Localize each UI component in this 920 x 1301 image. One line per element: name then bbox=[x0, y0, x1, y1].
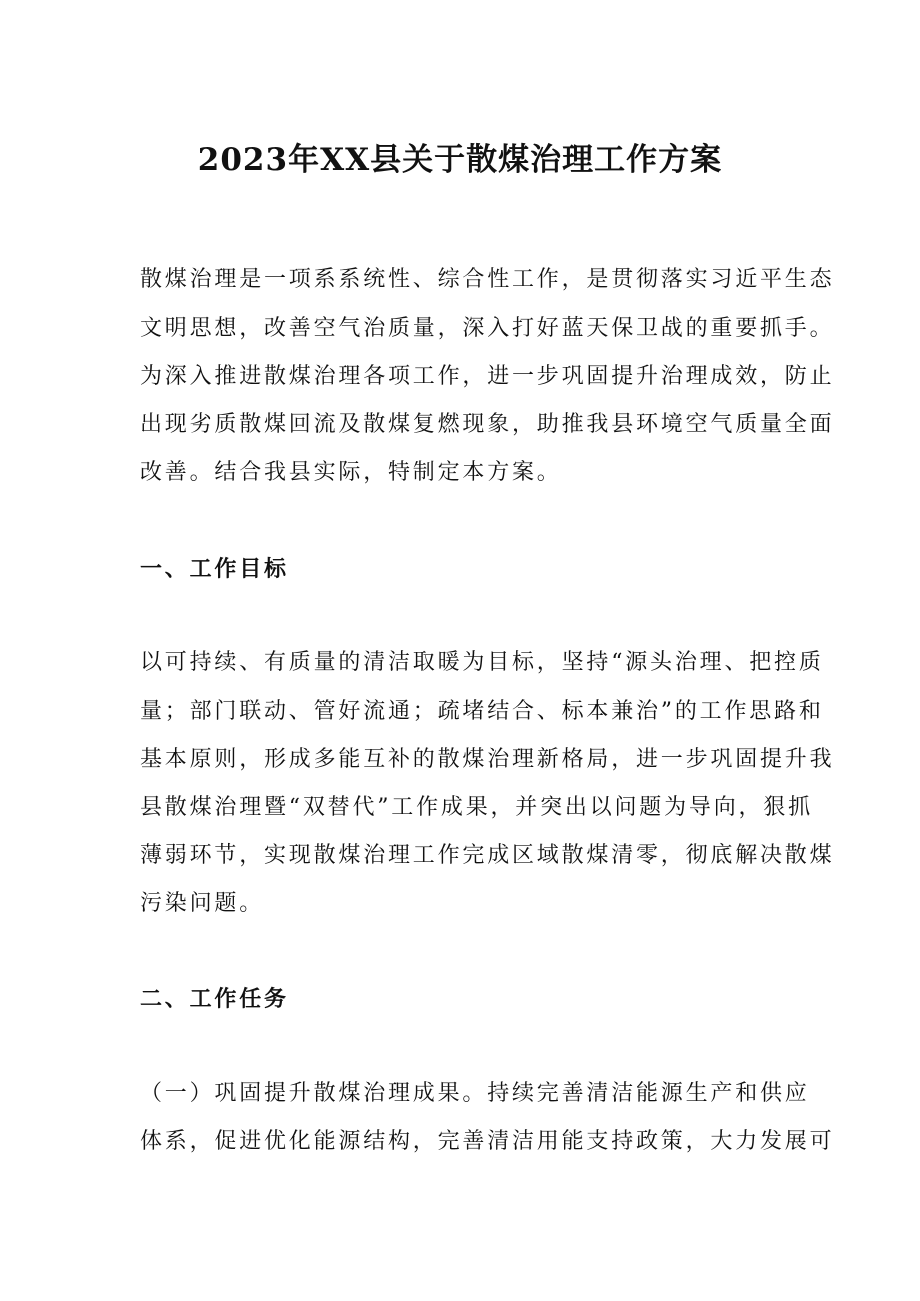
tasks-line: （一）巩固提升散煤治理成果。持续完善清洁能源生产和供应 bbox=[140, 1081, 810, 1106]
section-heading-goals: 一、工作目标 bbox=[140, 556, 289, 582]
goals-line: 基本原则，形成多能互补的散煤治理新格局，进一步巩固提升我 bbox=[140, 747, 835, 772]
section-heading-tasks: 二、工作任务 bbox=[140, 986, 289, 1012]
document-title: 2023年XX县关于散煤治理工作方案 bbox=[197, 142, 723, 178]
goals-line: 县散煤治理暨“双替代”工作成果，并突出以问题为导向，狠抓 bbox=[140, 795, 813, 820]
goals-line: 以可持续、有质量的清洁取暖为目标，坚持“源头治理、把控质 bbox=[140, 650, 824, 675]
intro-line: 出现劣质散煤回流及散煤复燃现象，助推我县环境空气质量全面 bbox=[140, 412, 835, 437]
intro-line: 为深入推进散煤治理各项工作，进一步巩固提升治理成效，防止 bbox=[140, 364, 835, 389]
intro-line: 文明思想，改善空气治质量，深入打好蓝天保卫战的重要抓手。 bbox=[140, 316, 835, 341]
goals-line: 污染问题。 bbox=[140, 891, 265, 916]
intro-line: 散煤治理是一项系系统性、综合性工作，是贯彻落实习近平生态 bbox=[140, 267, 835, 292]
goals-line: 量；部门联动、管好流通；疏堵结合、标本兼治”的工作思路和 bbox=[140, 699, 824, 724]
tasks-line: 体系，促进优化能源结构，完善清洁用能支持政策，大力发展可 bbox=[140, 1129, 835, 1154]
intro-line: 改善。结合我县实际，特制定本方案。 bbox=[140, 460, 562, 485]
goals-line: 薄弱环节，实现散煤治理工作完成区域散煤清零，彻底解决散煤 bbox=[140, 843, 835, 868]
